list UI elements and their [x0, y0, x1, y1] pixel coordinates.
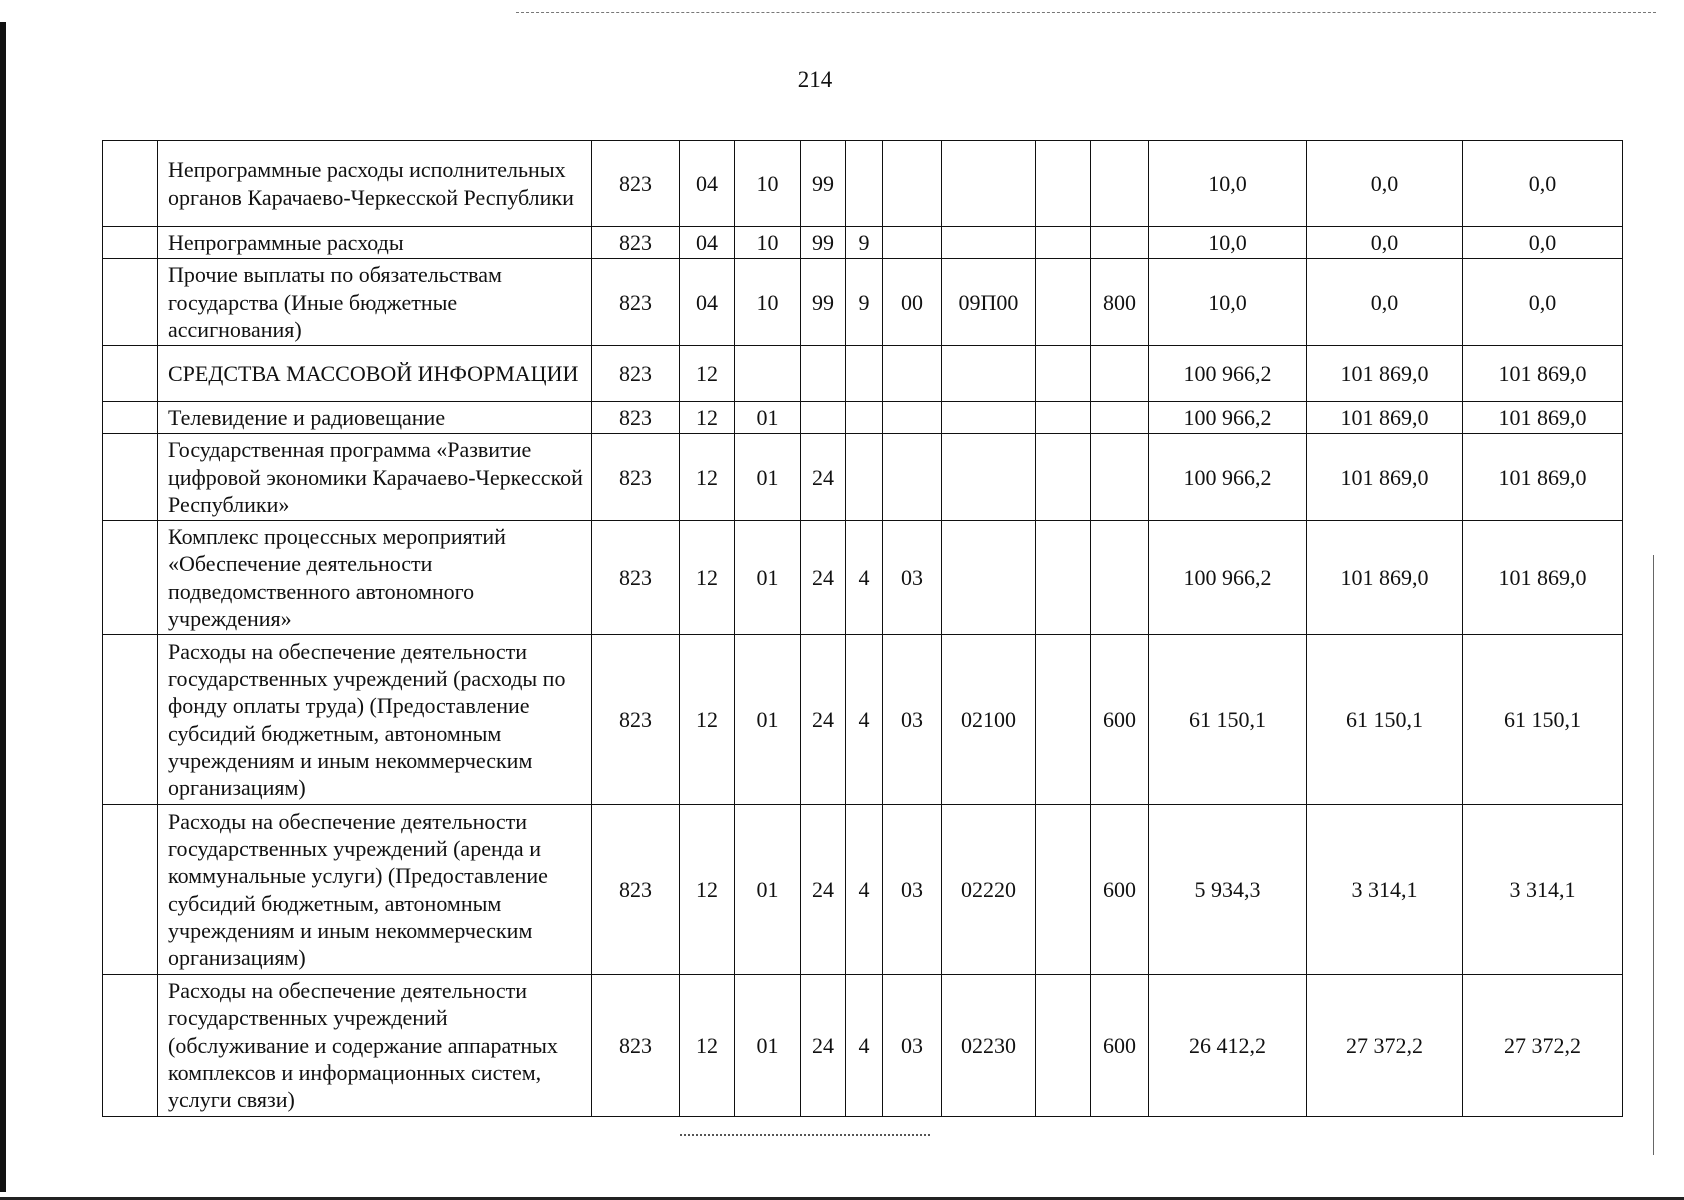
ministry-code-cell: 823	[592, 227, 680, 259]
amount-year-3-cell: 3 314,1	[1463, 805, 1623, 975]
amount-year-3-cell: 0,0	[1463, 141, 1623, 227]
expense-type-cell	[1091, 141, 1149, 227]
amount-year-3-cell: 61 150,1	[1463, 635, 1623, 805]
subprogram-code-cell	[846, 346, 883, 402]
ministry-code-cell: 823	[592, 346, 680, 402]
row-name-cell: Непрограммные расходы	[158, 227, 592, 259]
amount-year-1-cell: 10,0	[1149, 141, 1307, 227]
event-code-cell	[883, 402, 942, 434]
program-code-cell: 24	[801, 434, 846, 521]
reserve-code-cell	[1036, 141, 1091, 227]
expense-type-cell	[1091, 434, 1149, 521]
section-code-cell: 12	[680, 521, 735, 635]
event-code-cell: 03	[883, 521, 942, 635]
expense-type-cell	[1091, 346, 1149, 402]
amount-year-1-cell: 10,0	[1149, 259, 1307, 346]
row-name-cell: Телевидение и радиовещание	[158, 402, 592, 434]
subprogram-code-cell: 4	[846, 975, 883, 1116]
amount-year-2-cell: 101 869,0	[1307, 521, 1463, 635]
direction-code-cell	[942, 346, 1036, 402]
table-row	[103, 805, 1623, 975]
row-name-cell: Государственная программа «Развитие цифровой экономики Карачаево-Черкесской Республики»	[158, 434, 592, 521]
row-marker-cell	[103, 521, 158, 635]
subprogram-code-cell: 9	[846, 227, 883, 259]
event-code-cell	[883, 434, 942, 521]
amount-year-1-cell: 61 150,1	[1149, 635, 1307, 805]
expense-type-cell: 600	[1091, 805, 1149, 975]
amount-year-1-cell: 10,0	[1149, 227, 1307, 259]
subsection-code-cell: 01	[735, 521, 801, 635]
row-name-cell: Непрограммные расходы исполнительных органов Карачаево-Черкесской Республики	[158, 141, 592, 227]
section-code-cell: 12	[680, 635, 735, 805]
scan-artifact-top	[516, 12, 1656, 13]
program-code-cell: 24	[801, 635, 846, 805]
subsection-code-cell: 10	[735, 227, 801, 259]
subprogram-code-cell	[846, 141, 883, 227]
reserve-code-cell	[1036, 975, 1091, 1116]
section-code-cell: 04	[680, 141, 735, 227]
program-code-cell: 99	[801, 227, 846, 259]
scan-artifact-dots	[680, 1134, 930, 1136]
table-row	[103, 975, 1623, 1116]
row-name-cell: Прочие выплаты по обязательствам государства (Иные бюджетные ассигнования)	[158, 259, 592, 346]
subprogram-code-cell: 4	[846, 805, 883, 975]
subprogram-code-cell: 4	[846, 635, 883, 805]
amount-year-1-cell: 100 966,2	[1149, 346, 1307, 402]
amount-year-2-cell: 0,0	[1307, 141, 1463, 227]
subprogram-code-cell	[846, 434, 883, 521]
event-code-cell	[883, 346, 942, 402]
section-code-cell: 12	[680, 975, 735, 1116]
amount-year-2-cell: 27 372,2	[1307, 975, 1463, 1116]
event-code-cell: 03	[883, 975, 942, 1116]
ministry-code-cell: 823	[592, 975, 680, 1116]
amount-year-1-cell: 5 934,3	[1149, 805, 1307, 975]
program-code-cell: 24	[801, 805, 846, 975]
direction-code-cell	[942, 434, 1036, 521]
ministry-code-cell: 823	[592, 805, 680, 975]
amount-year-3-cell: 0,0	[1463, 227, 1623, 259]
subsection-code-cell: 01	[735, 805, 801, 975]
program-code-cell	[801, 402, 846, 434]
row-marker-cell	[103, 141, 158, 227]
table-body	[103, 141, 1623, 1117]
event-code-cell: 03	[883, 805, 942, 975]
direction-code-cell: 02100	[942, 635, 1036, 805]
row-name-cell: Комплекс процессных мероприятий «Обеспечение деятельности подведомственного автономного учреждения»	[158, 521, 592, 635]
program-code-cell: 24	[801, 521, 846, 635]
event-code-cell: 03	[883, 635, 942, 805]
row-name-cell: СРЕДСТВА МАССОВОЙ ИНФОРМАЦИИ	[158, 346, 592, 402]
expense-type-cell: 800	[1091, 259, 1149, 346]
reserve-code-cell	[1036, 259, 1091, 346]
row-name-cell: Расходы на обеспечение деятельности государственных учреждений (обслуживание и содержание аппаратных комплексов и информационных систем, услуги связи)	[158, 975, 592, 1116]
section-code-cell: 12	[680, 434, 735, 521]
expense-type-cell	[1091, 521, 1149, 635]
reserve-code-cell	[1036, 402, 1091, 434]
ministry-code-cell: 823	[592, 635, 680, 805]
direction-code-cell	[942, 402, 1036, 434]
amount-year-2-cell: 3 314,1	[1307, 805, 1463, 975]
row-name-cell: Расходы на обеспечение деятельности государственных учреждений (аренда и коммунальные услуги) (Предоставление субсидий бюджетным, автономным учреждениям и иным некоммерческим организациям)	[158, 805, 592, 975]
amount-year-2-cell: 101 869,0	[1307, 346, 1463, 402]
amount-year-3-cell: 0,0	[1463, 259, 1623, 346]
subprogram-code-cell	[846, 402, 883, 434]
section-code-cell: 12	[680, 346, 735, 402]
reserve-code-cell	[1036, 805, 1091, 975]
ministry-code-cell: 823	[592, 259, 680, 346]
subsection-code-cell: 01	[735, 635, 801, 805]
table-row	[103, 635, 1623, 805]
direction-code-cell: 02220	[942, 805, 1036, 975]
amount-year-2-cell: 0,0	[1307, 259, 1463, 346]
page-number: 214	[797, 67, 833, 92]
expense-type-cell	[1091, 227, 1149, 259]
program-code-cell: 24	[801, 975, 846, 1116]
ministry-code-cell: 823	[592, 521, 680, 635]
row-marker-cell	[103, 346, 158, 402]
row-marker-cell	[103, 635, 158, 805]
direction-code-cell	[942, 521, 1036, 635]
expense-type-cell: 600	[1091, 975, 1149, 1116]
direction-code-cell	[942, 141, 1036, 227]
expense-type-cell: 600	[1091, 635, 1149, 805]
table-row	[103, 346, 1623, 402]
expense-type-cell	[1091, 402, 1149, 434]
amount-year-3-cell: 101 869,0	[1463, 434, 1623, 521]
amount-year-3-cell: 27 372,2	[1463, 975, 1623, 1116]
amount-year-2-cell: 61 150,1	[1307, 635, 1463, 805]
table-row	[103, 227, 1623, 259]
program-code-cell: 99	[801, 259, 846, 346]
amount-year-1-cell: 26 412,2	[1149, 975, 1307, 1116]
row-name-cell: Расходы на обеспечение деятельности государственных учреждений (расходы по фонду оплаты труда) (Предоставление субсидий бюджетным, автономным учреждениям и иным некоммерческим организациям)	[158, 635, 592, 805]
program-code-cell	[801, 346, 846, 402]
amount-year-1-cell: 100 966,2	[1149, 521, 1307, 635]
amount-year-3-cell: 101 869,0	[1463, 402, 1623, 434]
amount-year-3-cell: 101 869,0	[1463, 521, 1623, 635]
reserve-code-cell	[1036, 346, 1091, 402]
section-code-cell: 04	[680, 227, 735, 259]
row-marker-cell	[103, 259, 158, 346]
event-code-cell: 00	[883, 259, 942, 346]
scan-border-left	[0, 22, 6, 1192]
row-marker-cell	[103, 402, 158, 434]
subprogram-code-cell: 9	[846, 259, 883, 346]
scan-artifact-right	[1653, 555, 1654, 1155]
subsection-code-cell	[735, 346, 801, 402]
ministry-code-cell: 823	[592, 434, 680, 521]
reserve-code-cell	[1036, 635, 1091, 805]
table-row	[103, 402, 1623, 434]
reserve-code-cell	[1036, 227, 1091, 259]
subsection-code-cell: 01	[735, 402, 801, 434]
budget-table	[102, 140, 1623, 1117]
ministry-code-cell: 823	[592, 141, 680, 227]
amount-year-3-cell: 101 869,0	[1463, 346, 1623, 402]
event-code-cell	[883, 141, 942, 227]
direction-code-cell: 09П00	[942, 259, 1036, 346]
section-code-cell: 12	[680, 402, 735, 434]
direction-code-cell	[942, 227, 1036, 259]
row-marker-cell	[103, 227, 158, 259]
reserve-code-cell	[1036, 434, 1091, 521]
subsection-code-cell: 01	[735, 434, 801, 521]
row-marker-cell	[103, 805, 158, 975]
table-row	[103, 434, 1623, 521]
ministry-code-cell: 823	[592, 402, 680, 434]
section-code-cell: 12	[680, 805, 735, 975]
table-row	[103, 521, 1623, 635]
section-code-cell: 04	[680, 259, 735, 346]
table-row	[103, 259, 1623, 346]
reserve-code-cell	[1036, 521, 1091, 635]
event-code-cell	[883, 227, 942, 259]
amount-year-1-cell: 100 966,2	[1149, 402, 1307, 434]
subprogram-code-cell: 4	[846, 521, 883, 635]
table-row	[103, 141, 1623, 227]
subsection-code-cell: 01	[735, 975, 801, 1116]
program-code-cell: 99	[801, 141, 846, 227]
amount-year-1-cell: 100 966,2	[1149, 434, 1307, 521]
row-marker-cell	[103, 434, 158, 521]
subsection-code-cell: 10	[735, 141, 801, 227]
amount-year-2-cell: 101 869,0	[1307, 434, 1463, 521]
amount-year-2-cell: 101 869,0	[1307, 402, 1463, 434]
amount-year-2-cell: 0,0	[1307, 227, 1463, 259]
direction-code-cell: 02230	[942, 975, 1036, 1116]
subsection-code-cell: 10	[735, 259, 801, 346]
row-marker-cell	[103, 975, 158, 1116]
